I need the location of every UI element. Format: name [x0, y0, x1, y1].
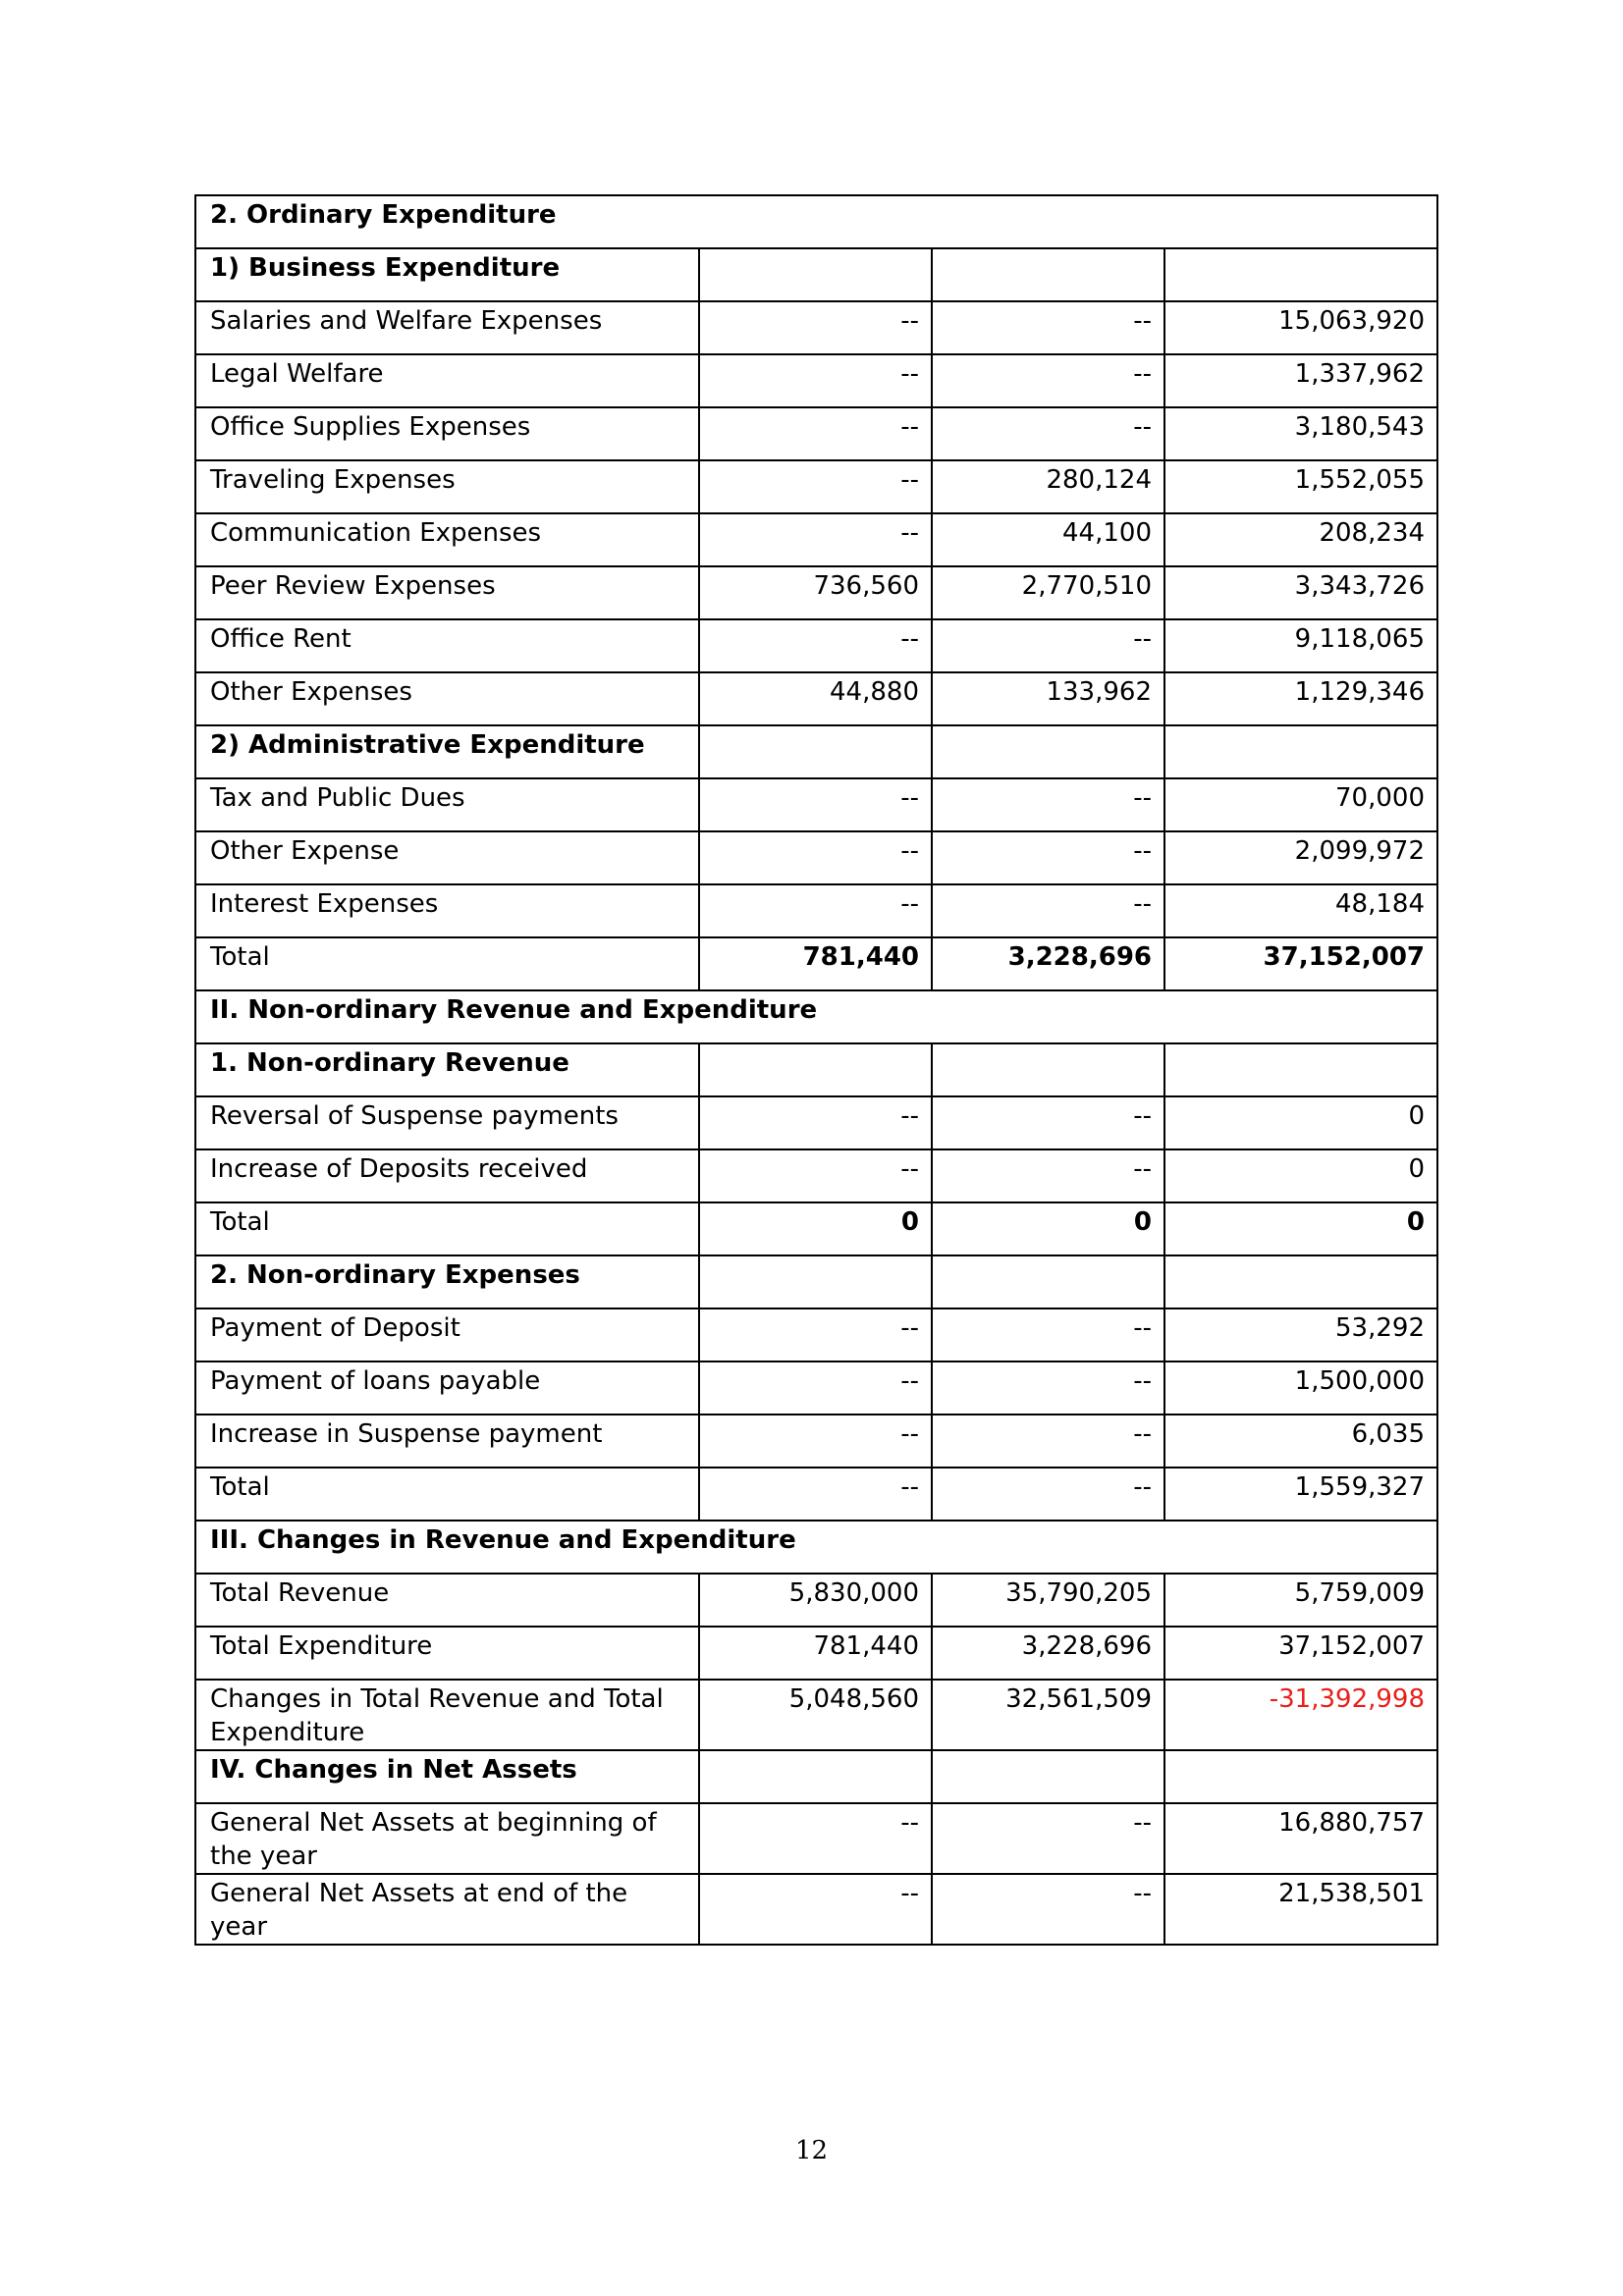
value-cell-col-1: 5,830,000	[699, 1574, 932, 1627]
value-cell-col-2: 44,100	[932, 513, 1164, 566]
value-cell-col-3: 9,118,065	[1164, 619, 1437, 672]
subsection-header: 1) Business Expenditure	[195, 248, 699, 301]
value-cell-col-1: --	[699, 1149, 932, 1202]
table-row	[195, 884, 1437, 937]
value-cell-col-1: --	[699, 884, 932, 937]
total-row	[195, 937, 1437, 990]
table-row	[195, 1680, 1437, 1750]
value-cell-col-1: --	[699, 1308, 932, 1362]
table-row	[195, 460, 1437, 513]
value-cell-col-3: 37,152,007	[1164, 937, 1437, 990]
value-cell-col-3: 2,099,972	[1164, 831, 1437, 884]
row-label: Office Rent	[195, 619, 699, 672]
value-cell-col-3: 37,152,007	[1164, 1627, 1437, 1680]
value-cell-col-2: 280,124	[932, 460, 1164, 513]
value-cell-col-3: -31,392,998	[1164, 1680, 1437, 1750]
value-cell-col-1: --	[699, 619, 932, 672]
section-header-row	[195, 1521, 1437, 1574]
row-label: Payment of Deposit	[195, 1308, 699, 1362]
row-label: Traveling Expenses	[195, 460, 699, 513]
value-cell-col-2: --	[932, 1468, 1164, 1521]
subsection-header-row	[195, 248, 1437, 301]
value-cell-col-1: --	[699, 1874, 932, 1945]
row-label: Increase in Suspense payment	[195, 1415, 699, 1468]
financial-statement-table	[194, 194, 1438, 1946]
value-cell-col-2: 133,962	[932, 672, 1164, 725]
value-cell-col-3: 1,500,000	[1164, 1362, 1437, 1415]
row-label: Tax and Public Dues	[195, 778, 699, 831]
empty-cell	[699, 725, 932, 778]
value-cell-col-2: --	[932, 1874, 1164, 1945]
value-cell-col-3: 15,063,920	[1164, 301, 1437, 354]
table-row	[195, 831, 1437, 884]
value-cell-col-1: --	[699, 1096, 932, 1149]
value-cell-col-3: 1,337,962	[1164, 354, 1437, 407]
value-cell-col-2: --	[932, 831, 1164, 884]
table-row	[195, 407, 1437, 460]
table-row	[195, 513, 1437, 566]
row-label: Peer Review Expenses	[195, 566, 699, 619]
value-cell-col-1: --	[699, 354, 932, 407]
value-cell-col-3: 16,880,757	[1164, 1803, 1437, 1874]
value-cell-col-2: --	[932, 778, 1164, 831]
value-cell-col-1: 781,440	[699, 1627, 932, 1680]
value-cell-col-3: 3,343,726	[1164, 566, 1437, 619]
empty-cell	[699, 1750, 932, 1803]
value-cell-col-2: 3,228,696	[932, 937, 1164, 990]
row-label: Total	[195, 1468, 699, 1521]
value-cell-col-1: 0	[699, 1202, 932, 1255]
section-header: II. Non-ordinary Revenue and Expenditure	[195, 990, 1437, 1043]
empty-cell	[1164, 725, 1437, 778]
value-cell-col-3: 1,559,327	[1164, 1468, 1437, 1521]
empty-cell	[932, 1750, 1164, 1803]
table-row	[195, 1468, 1437, 1521]
table-row	[195, 672, 1437, 725]
value-cell-col-3: 48,184	[1164, 884, 1437, 937]
row-label: Total	[195, 1202, 699, 1255]
subsection-header-row	[195, 1255, 1437, 1308]
value-cell-col-2: --	[932, 1149, 1164, 1202]
value-cell-col-3: 0	[1164, 1149, 1437, 1202]
value-cell-col-1: --	[699, 1803, 932, 1874]
value-cell-col-2: --	[932, 1803, 1164, 1874]
value-cell-col-2: 32,561,509	[932, 1680, 1164, 1750]
value-cell-col-1: 736,560	[699, 566, 932, 619]
table-row	[195, 1574, 1437, 1627]
value-cell-col-1: --	[699, 831, 932, 884]
value-cell-col-2: --	[932, 619, 1164, 672]
value-cell-col-3: 70,000	[1164, 778, 1437, 831]
subsection-header-row	[195, 725, 1437, 778]
value-cell-col-1: --	[699, 1468, 932, 1521]
row-label: Reversal of Suspense payments	[195, 1096, 699, 1149]
section-header-row	[195, 195, 1437, 248]
section-header-row	[195, 990, 1437, 1043]
value-cell-col-1: --	[699, 407, 932, 460]
row-label: Total Revenue	[195, 1574, 699, 1627]
value-cell-col-1: 5,048,560	[699, 1680, 932, 1750]
subsection-header-row	[195, 1043, 1437, 1096]
row-label: Total	[195, 937, 699, 990]
value-cell-col-2: --	[932, 1362, 1164, 1415]
empty-cell	[699, 248, 932, 301]
table-row	[195, 1362, 1437, 1415]
row-label: Changes in Total Revenue and Total Expenditure	[195, 1680, 699, 1750]
table-row	[195, 1415, 1437, 1468]
value-cell-col-2: --	[932, 884, 1164, 937]
row-label: Payment of loans payable	[195, 1362, 699, 1415]
value-cell-col-2: 35,790,205	[932, 1574, 1164, 1627]
empty-cell	[1164, 248, 1437, 301]
row-label: Legal Welfare	[195, 354, 699, 407]
table-row	[195, 1096, 1437, 1149]
value-cell-col-2: --	[932, 354, 1164, 407]
total-row	[195, 1202, 1437, 1255]
value-cell-col-3: 3,180,543	[1164, 407, 1437, 460]
table-row	[195, 619, 1437, 672]
table-row	[195, 1627, 1437, 1680]
subsection-header: IV. Changes in Net Assets	[195, 1750, 699, 1803]
subsection-header: 2) Administrative Expenditure	[195, 725, 699, 778]
empty-cell	[932, 1043, 1164, 1096]
empty-cell	[699, 1043, 932, 1096]
table-row	[195, 1803, 1437, 1874]
value-cell-col-3: 0	[1164, 1202, 1437, 1255]
row-label: General Net Assets at beginning of the year	[195, 1803, 699, 1874]
empty-cell	[1164, 1750, 1437, 1803]
table-row	[195, 1149, 1437, 1202]
empty-cell	[932, 248, 1164, 301]
value-cell-col-1: 44,880	[699, 672, 932, 725]
table-row	[195, 566, 1437, 619]
row-label: Total Expenditure	[195, 1627, 699, 1680]
row-label: Communication Expenses	[195, 513, 699, 566]
row-label: Other Expense	[195, 831, 699, 884]
row-label: Increase of Deposits received	[195, 1149, 699, 1202]
subsection-header: 2. Non-ordinary Expenses	[195, 1255, 699, 1308]
table-row	[195, 354, 1437, 407]
value-cell-col-3: 21,538,501	[1164, 1874, 1437, 1945]
table-row	[195, 778, 1437, 831]
value-cell-col-2: 0	[932, 1202, 1164, 1255]
value-cell-col-2: 3,228,696	[932, 1627, 1164, 1680]
value-cell-col-3: 1,552,055	[1164, 460, 1437, 513]
subsection-header-row	[195, 1750, 1437, 1803]
page-number: 12	[794, 2136, 829, 2165]
value-cell-col-2: --	[932, 407, 1164, 460]
value-cell-col-2: --	[932, 1415, 1164, 1468]
row-label: Office Supplies Expenses	[195, 407, 699, 460]
value-cell-col-1: --	[699, 778, 932, 831]
empty-cell	[932, 725, 1164, 778]
value-cell-col-2: --	[932, 1308, 1164, 1362]
table-row	[195, 301, 1437, 354]
empty-cell	[932, 1255, 1164, 1308]
value-cell-col-2: --	[932, 301, 1164, 354]
value-cell-col-1: --	[699, 1362, 932, 1415]
row-label: Salaries and Welfare Expenses	[195, 301, 699, 354]
empty-cell	[699, 1255, 932, 1308]
table-row	[195, 1874, 1437, 1945]
value-cell-col-3: 53,292	[1164, 1308, 1437, 1362]
table-row	[195, 1308, 1437, 1362]
row-label: Interest Expenses	[195, 884, 699, 937]
empty-cell	[1164, 1043, 1437, 1096]
section-header: III. Changes in Revenue and Expenditure	[195, 1521, 1437, 1574]
value-cell-col-3: 0	[1164, 1096, 1437, 1149]
value-cell-col-2: --	[932, 1096, 1164, 1149]
row-label: General Net Assets at end of the year	[195, 1874, 699, 1945]
row-label: Other Expenses	[195, 672, 699, 725]
value-cell-col-3: 208,234	[1164, 513, 1437, 566]
value-cell-col-1: 781,440	[699, 937, 932, 990]
subsection-header: 1. Non-ordinary Revenue	[195, 1043, 699, 1096]
value-cell-col-1: --	[699, 1415, 932, 1468]
empty-cell	[1164, 1255, 1437, 1308]
value-cell-col-3: 1,129,346	[1164, 672, 1437, 725]
value-cell-col-2: 2,770,510	[932, 566, 1164, 619]
value-cell-col-3: 5,759,009	[1164, 1574, 1437, 1627]
value-cell-col-1: --	[699, 513, 932, 566]
table-body	[195, 195, 1437, 1945]
section-header: 2. Ordinary Expenditure	[195, 195, 1437, 248]
value-cell-col-3: 6,035	[1164, 1415, 1437, 1468]
value-cell-col-1: --	[699, 460, 932, 513]
value-cell-col-1: --	[699, 301, 932, 354]
